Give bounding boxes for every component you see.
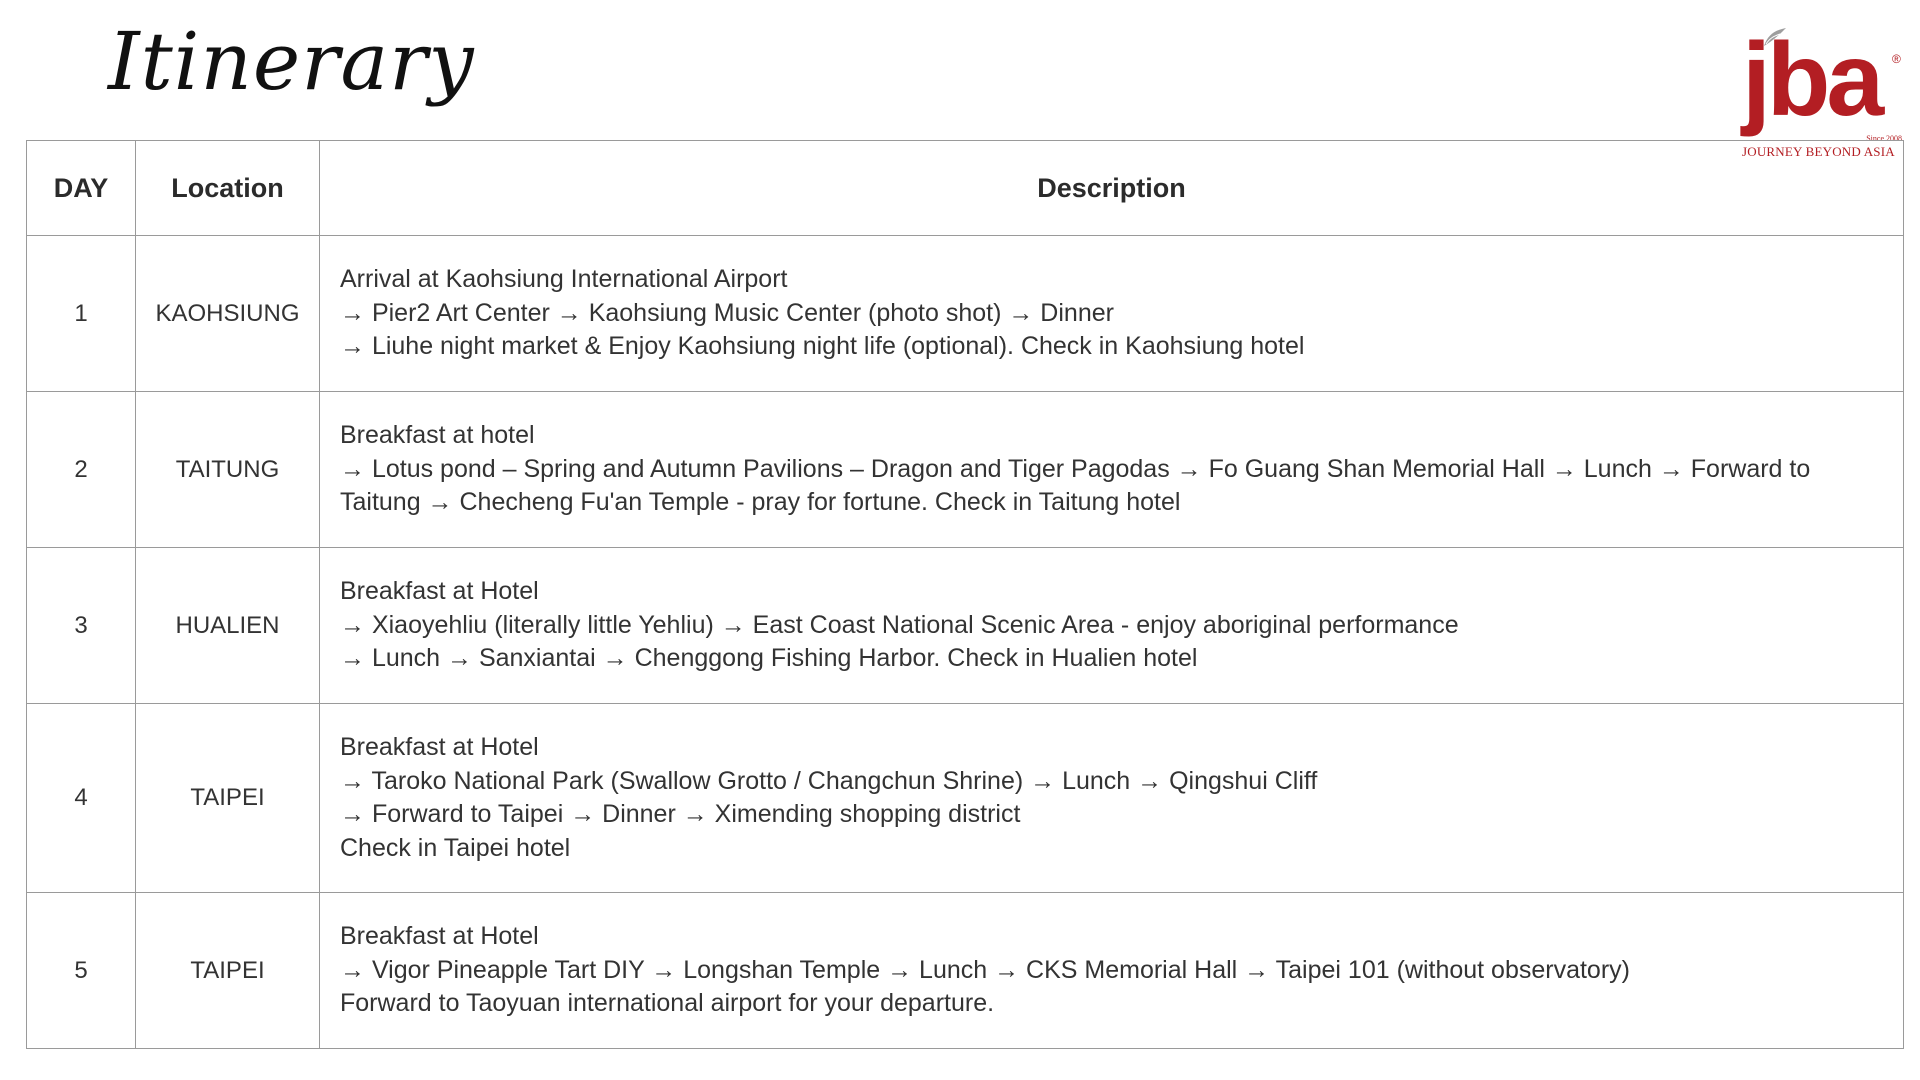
description-line: Breakfast at Hotel (340, 922, 539, 951)
day-cell: 2 (27, 392, 136, 548)
description-line: Check in Taipei hotel (340, 833, 571, 862)
header-description: Description (320, 141, 1904, 236)
description-line: → Pier2 Art Center → Kaohsiung Music Center (photo shot) → Dinner (340, 298, 1114, 327)
logo-mark: jba (1742, 22, 1881, 138)
table-header-row (27, 141, 1904, 236)
table-row (27, 392, 1904, 548)
location-cell: HUALIEN (136, 548, 320, 704)
description-line: → Forward to Taipei → Dinner → Ximending shopping district (340, 800, 1021, 828)
description-cell (320, 392, 1904, 548)
description-line: → Lotus pond – Spring and Autumn Pavilions – Dragon and Tiger Pagodas → Fo Guang Shan Memorial Hall → Lunch → Forward to Taitung → Checheng Fu'an Temple - pray for fortune. Check in Taitung hotel (340, 454, 1811, 517)
registered-mark: ® (1892, 52, 1901, 66)
table-row (27, 704, 1904, 893)
table-row (27, 548, 1904, 704)
description-line: → Vigor Pineapple Tart DIY → Longshan Temple → Lunch → CKS Memorial Hall → Taipei 101 (without observatory) (340, 955, 1630, 984)
day-cell: 5 (27, 893, 136, 1049)
location-cell: TAITUNG (136, 392, 320, 548)
page-title: Itinerary (108, 15, 475, 108)
day-cell: 3 (27, 548, 136, 704)
location-cell: KAOHSIUNG (136, 236, 320, 392)
day-cell: 1 (27, 236, 136, 392)
description-line: → Liuhe night market & Enjoy Kaohsiung night life (optional). Check in Kaohsiung hotel (340, 332, 1305, 361)
description-line: Breakfast at hotel (340, 421, 535, 450)
logo-since: Since 2008 (1866, 134, 1902, 143)
description-cell (320, 236, 1904, 392)
table-row (27, 893, 1904, 1049)
day-cell: 4 (27, 704, 136, 893)
description-line: → Taroko National Park (Swallow Grotto / Changchun Shrine) → Lunch → Qingshui Cliff (340, 766, 1318, 795)
logo-tagline: JOURNEY BEYOND ASIA (1742, 144, 1895, 159)
description-line: Forward to Taoyuan international airport for your departure. (340, 989, 995, 1018)
description-line: → Lunch → Sanxiantai → Chenggong Fishing Harbor. Check in Hualien hotel (340, 644, 1198, 673)
itinerary-table (26, 140, 1904, 1049)
description-line: Breakfast at Hotel (340, 733, 539, 761)
description-line: → Xiaoyehliu (literally little Yehliu) → East Coast National Scenic Area - enjoy aboriginal performance (340, 610, 1459, 639)
description-cell (320, 893, 1904, 1049)
header-location: Location (136, 141, 320, 236)
table-row (27, 236, 1904, 392)
header-day: DAY (27, 141, 136, 236)
location-cell: TAIPEI (136, 893, 320, 1049)
location-cell: TAIPEI (136, 704, 320, 893)
description-line: Arrival at Kaohsiung International Airport (340, 265, 788, 294)
description-cell (320, 704, 1904, 893)
description-cell (320, 548, 1904, 704)
description-line: Breakfast at Hotel (340, 577, 539, 606)
